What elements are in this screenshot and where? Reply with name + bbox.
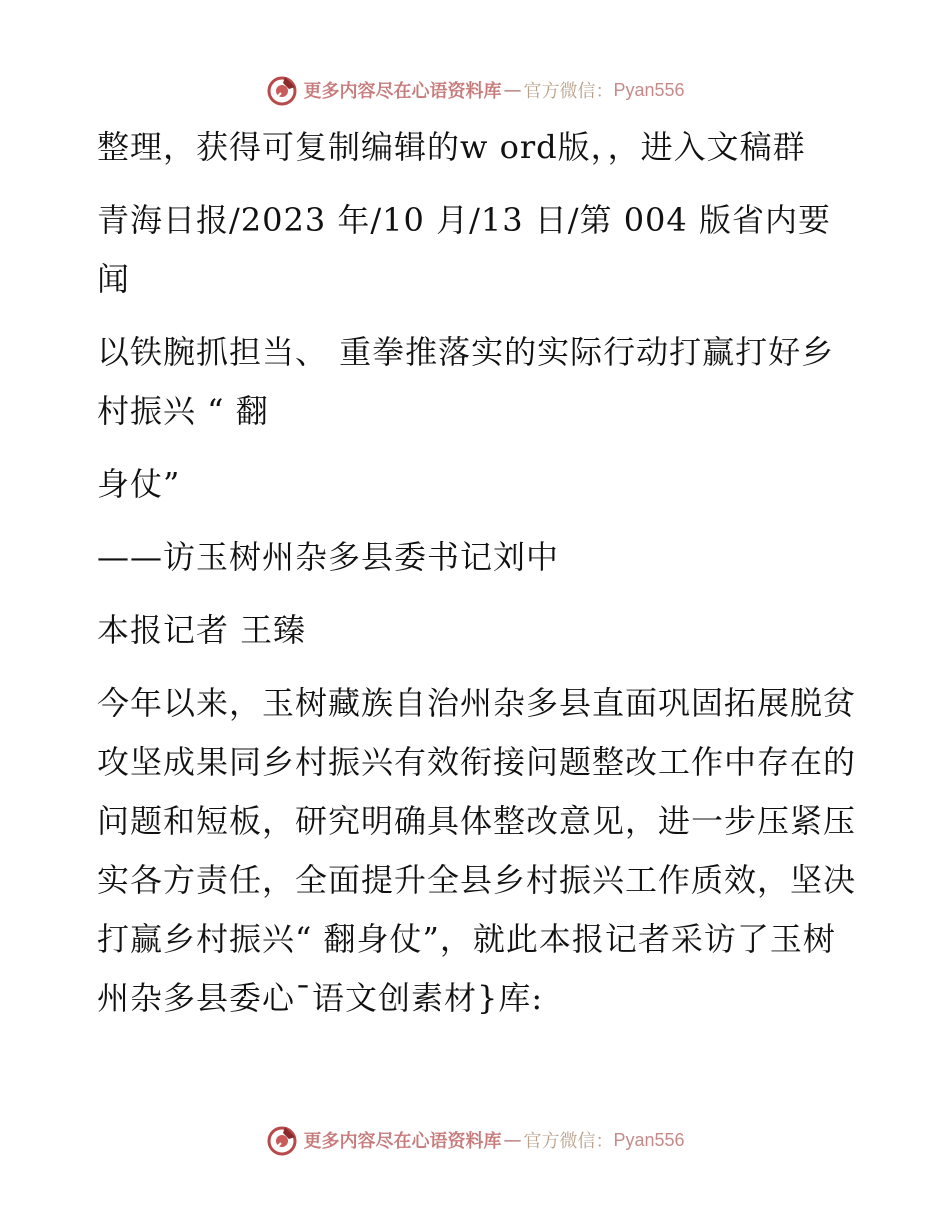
watermark-wechat-label: 官方微信：: [523, 1131, 614, 1152]
footer-watermark: [0, 1120, 950, 1160]
document-body: [97, 118, 857, 1028]
pen-logo-icon: [265, 1123, 299, 1157]
header-watermark: [0, 70, 950, 110]
article-subtitle: ——访玉树州杂多县委书记刘中: [97, 538, 560, 576]
watermark-text: 更多内容尽在心语资料库: [303, 81, 502, 102]
source-line: 青海日报/2023 年/10 月/13 日/第 004 版省内要闻: [97, 201, 831, 298]
watermark-separator: —: [503, 79, 522, 101]
watermark-wechat-label: 官方微信：: [523, 81, 614, 102]
byline: 本报记者 王臻: [97, 611, 307, 649]
watermark-wechat-id: Pyan556: [613, 79, 685, 100]
watermark-wechat-id: Pyan556: [613, 1129, 685, 1150]
article-title: 以铁腕抓担当、 重拳推落实的实际行动打赢打好乡村振兴 “ 翻: [97, 333, 835, 430]
lead-paragraph: 今年以来，玉树藏族自治州杂多县直面巩固拓展脱贫攻坚成果同乡村振兴有效衔接问题整改工作中存在的问题和短板，研究明确具体整改意见，进一步压紧压实各方责任，全面提升全县乡村振兴工作质效，坚决打赢乡村振兴“ 翻身仗”，就此本报记者采访了玉树州杂多县委心¯语文创素材}库:: [97, 684, 857, 1017]
watermark-separator: —: [503, 1129, 522, 1151]
intro-note: 整理，获得可复制编辑的w ord版，，进入文稿群: [97, 128, 806, 166]
article-title-continued: 身仗”: [97, 465, 181, 503]
watermark-text: 更多内容尽在心语资料库: [303, 1131, 502, 1152]
pen-logo-icon: [265, 73, 299, 107]
